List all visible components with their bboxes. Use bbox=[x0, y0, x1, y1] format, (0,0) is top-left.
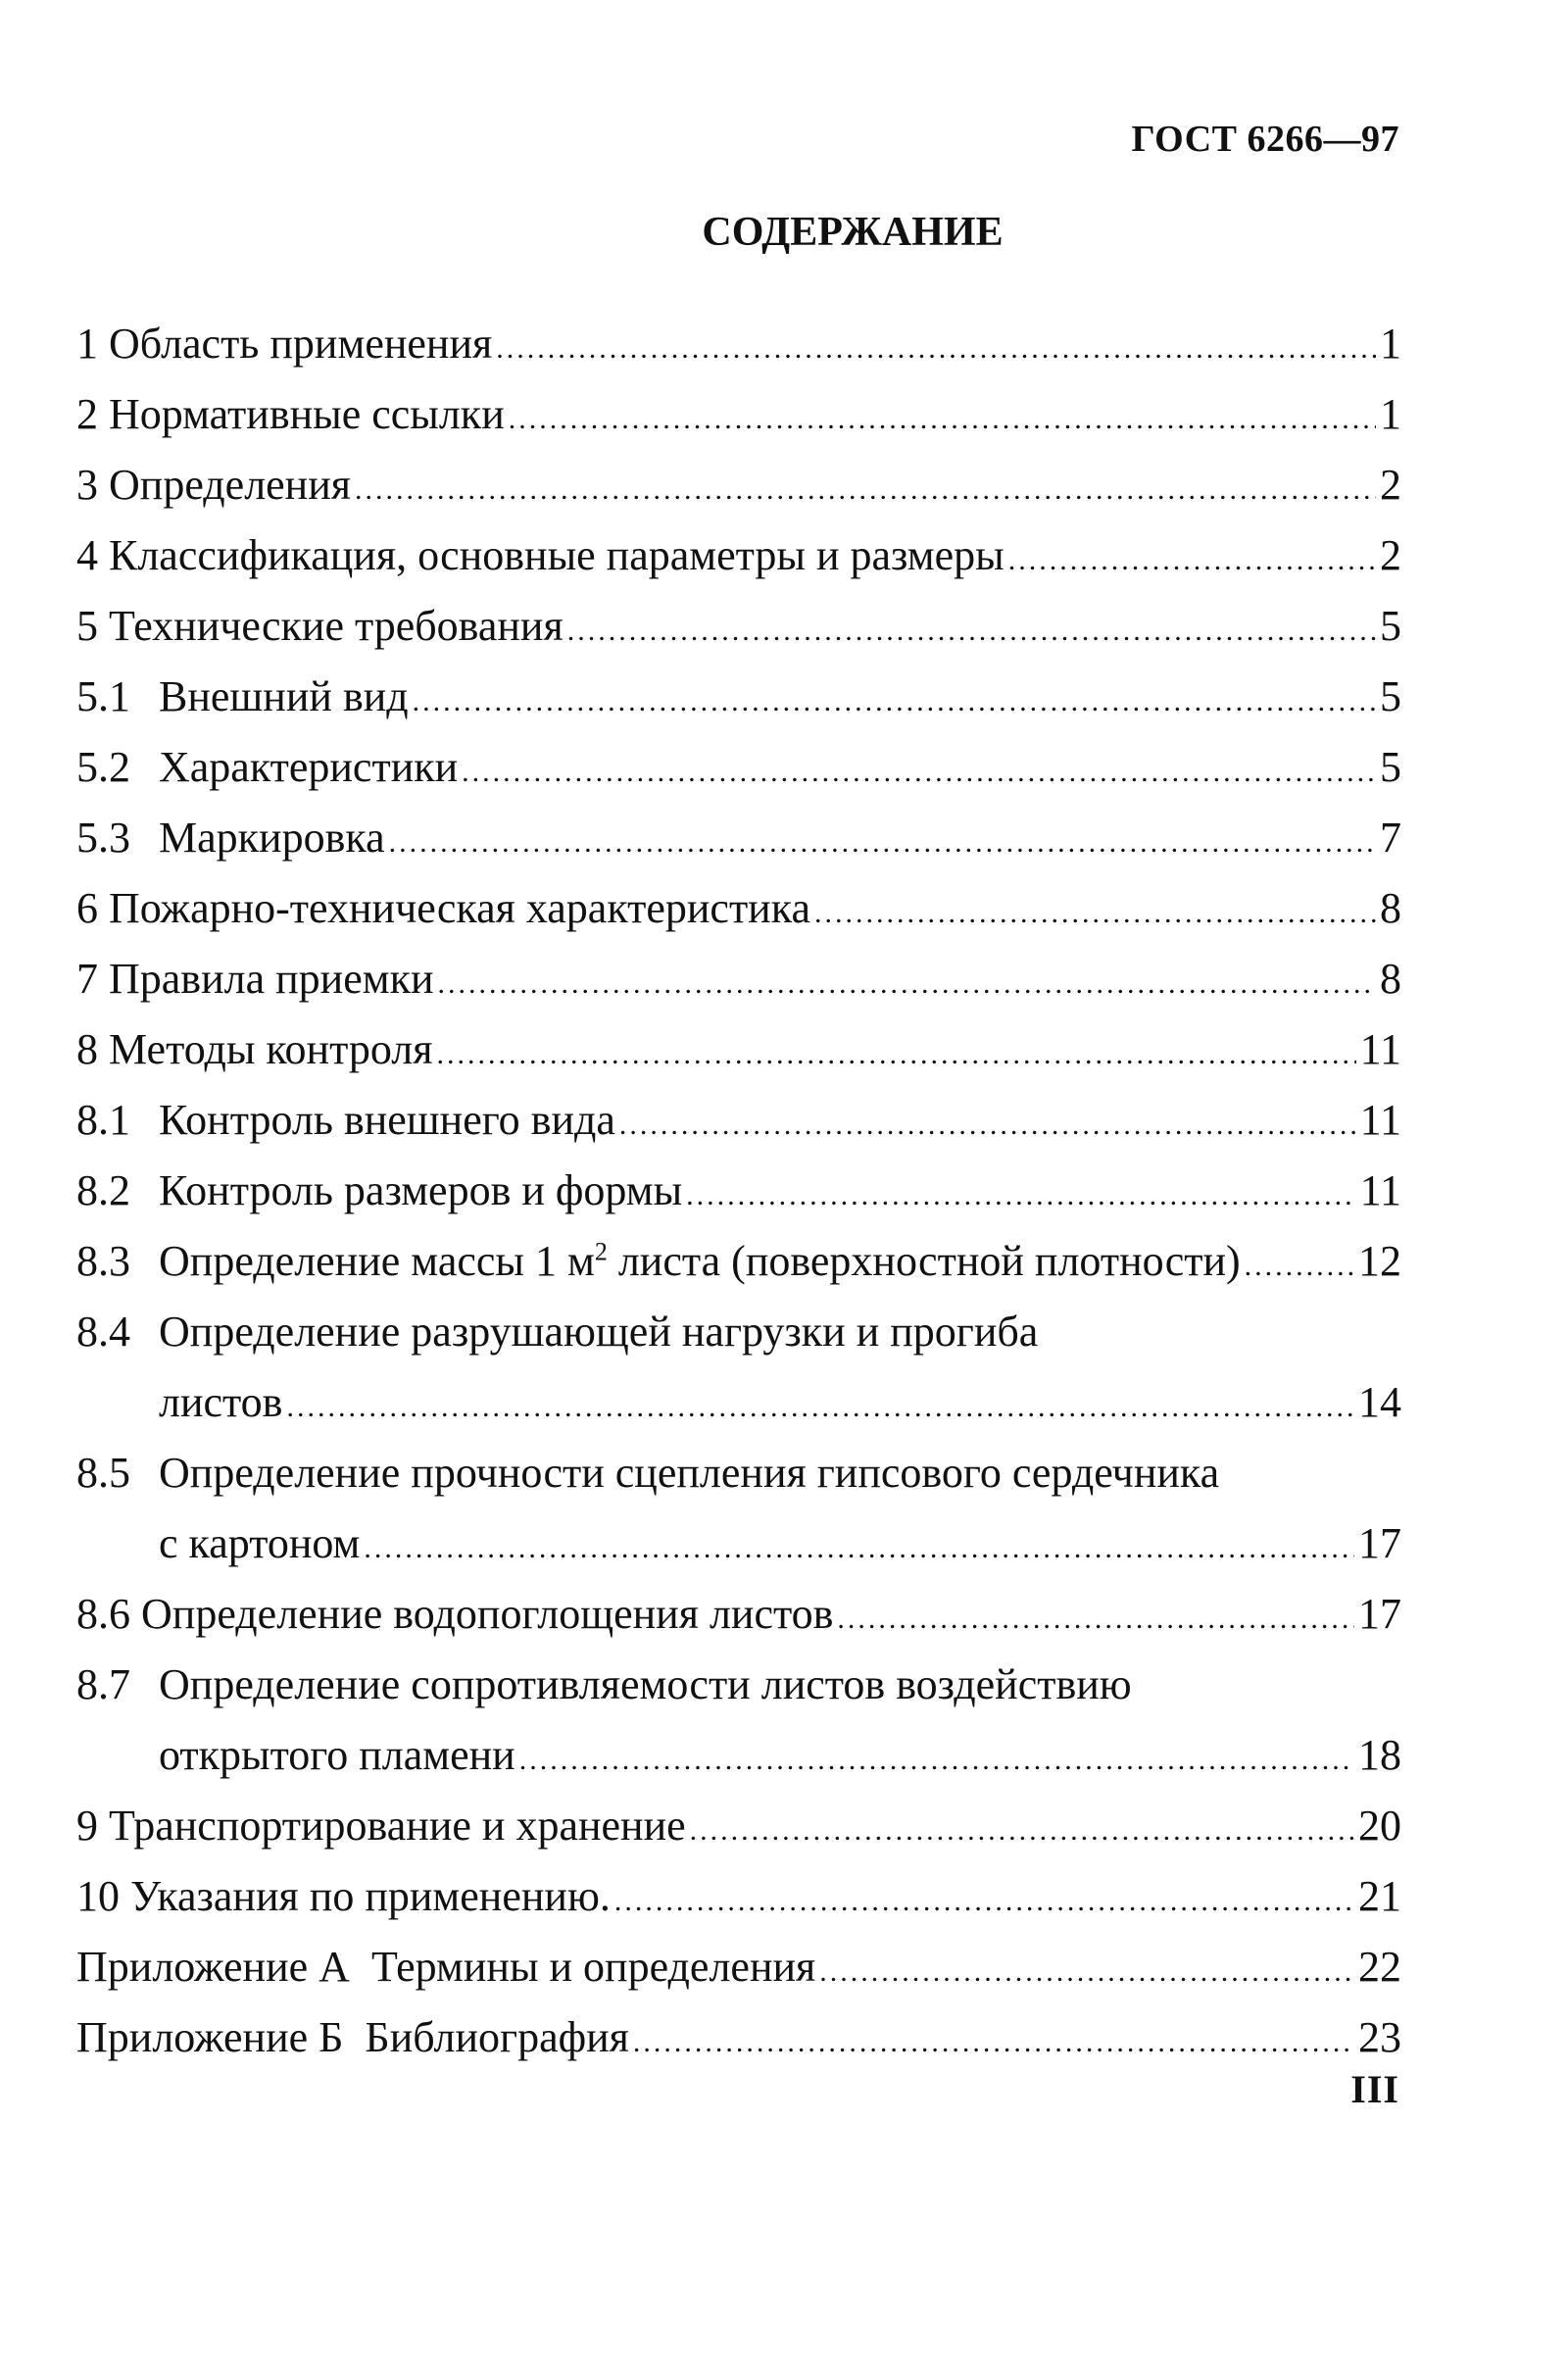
dot-leader bbox=[690, 1796, 1354, 1866]
toc-entry-label: Контроль размеров и формы bbox=[159, 1166, 683, 1214]
toc-entry-number: 10 bbox=[76, 1872, 120, 1920]
toc-entry-page: 12 bbox=[1358, 1237, 1401, 1285]
toc-entry-label: Маркировка bbox=[159, 814, 385, 862]
toc-entry-appendix-b[interactable] bbox=[76, 2002, 1401, 2073]
toc-entry-8-5-continuation[interactable] bbox=[76, 1508, 1401, 1579]
toc-entry-page: 23 bbox=[1358, 2013, 1401, 2061]
toc-entry-label: Определение разрушающей нагрузки и прогиба bbox=[159, 1308, 1039, 1356]
toc-entry-2[interactable] bbox=[76, 379, 1401, 450]
table-of-contents bbox=[76, 309, 1401, 2073]
dot-leader bbox=[837, 1584, 1354, 1654]
toc-entry-number: 8.3 bbox=[76, 1237, 130, 1285]
toc-entry-number: 8.4 bbox=[76, 1308, 130, 1356]
toc-entry-number: 8 bbox=[76, 1025, 98, 1073]
toc-entry-number: 8.5 bbox=[76, 1449, 130, 1497]
toc-entry-label: Библиография bbox=[365, 2013, 629, 2061]
dot-leader bbox=[364, 1513, 1354, 1584]
toc-entry-number: 4 bbox=[76, 531, 98, 579]
toc-entry-page: 5 bbox=[1380, 743, 1401, 791]
toc-entry-number: 8.6 bbox=[76, 1590, 130, 1638]
toc-entry-label: Определение прочности сцепления гипсового сердечника bbox=[159, 1449, 1220, 1497]
toc-entry-page: 7 bbox=[1380, 814, 1401, 862]
toc-entry-8-4-continuation[interactable] bbox=[76, 1367, 1401, 1438]
toc-entry-number: 8.1 bbox=[76, 1096, 130, 1144]
toc-entry-page: 11 bbox=[1359, 1096, 1401, 1144]
toc-entry-7[interactable] bbox=[76, 944, 1401, 1014]
page-number: III bbox=[1350, 2067, 1399, 2111]
toc-entry-6[interactable] bbox=[76, 873, 1401, 944]
toc-entry-number: 5.1 bbox=[76, 672, 130, 720]
toc-entry-5-1[interactable] bbox=[76, 662, 1401, 732]
toc-entry-label-continuation: листов bbox=[159, 1378, 283, 1426]
toc-entry-page: 20 bbox=[1358, 1802, 1401, 1850]
toc-entry-4[interactable] bbox=[76, 520, 1401, 591]
toc-entry-label: Классификация, основные параметры и размеры bbox=[109, 531, 1004, 579]
toc-entry-number: 2 bbox=[76, 390, 98, 438]
toc-entry-number: Приложение А bbox=[76, 1943, 350, 1991]
toc-entry-label: Правила приемки bbox=[109, 955, 434, 1003]
toc-entry-page: 5 bbox=[1380, 602, 1401, 650]
toc-entry-page: 21 bbox=[1358, 1872, 1401, 1920]
toc-entry-9[interactable] bbox=[76, 1791, 1401, 1861]
toc-entry-number: 3 bbox=[76, 461, 98, 509]
toc-entry-label: Определение сопротивляемости листов воздействию bbox=[159, 1660, 1132, 1708]
toc-entry-page: 2 bbox=[1380, 531, 1401, 579]
dot-leader bbox=[413, 667, 1376, 737]
toc-entry-label: Термины и определения bbox=[370, 1943, 816, 1991]
dot-leader bbox=[819, 1937, 1354, 2007]
dot-leader bbox=[509, 384, 1376, 455]
toc-entry-8-6[interactable] bbox=[76, 1579, 1401, 1650]
dot-leader bbox=[462, 737, 1376, 808]
toc-entry-8-5[interactable] bbox=[76, 1438, 1401, 1508]
toc-entry-number: 6 bbox=[76, 884, 98, 932]
toc-entry-10[interactable] bbox=[76, 1861, 1401, 1932]
toc-entry-label: Область применения bbox=[109, 320, 493, 368]
toc-entry-label: Контроль внешнего вида bbox=[159, 1096, 615, 1144]
toc-entry-8-4[interactable] bbox=[76, 1297, 1401, 1367]
toc-entry-label bbox=[159, 1226, 1241, 1297]
toc-entry-page: 1 bbox=[1380, 320, 1401, 368]
toc-entry-label: Определение водопоглощения листов bbox=[141, 1590, 834, 1638]
dot-leader bbox=[686, 1160, 1355, 1231]
toc-entry-label-continuation: открытого пламени bbox=[159, 1731, 515, 1779]
toc-entry-page: 14 bbox=[1358, 1378, 1401, 1426]
dot-leader bbox=[1008, 525, 1376, 596]
toc-entry-8[interactable] bbox=[76, 1014, 1401, 1085]
toc-entry-appendix-a[interactable] bbox=[76, 1932, 1401, 2002]
dot-leader bbox=[633, 2007, 1354, 2078]
dot-leader bbox=[355, 455, 1376, 525]
dot-leader bbox=[567, 596, 1376, 667]
toc-entry-8-3[interactable] bbox=[76, 1226, 1401, 1297]
dot-leader bbox=[286, 1372, 1354, 1443]
toc-entry-1[interactable] bbox=[76, 309, 1401, 379]
toc-entry-page: 8 bbox=[1380, 955, 1401, 1003]
toc-entry-number: 5.2 bbox=[76, 743, 130, 791]
toc-entry-number: 8.2 bbox=[76, 1166, 130, 1214]
toc-entry-label: Указания по применению. bbox=[130, 1872, 611, 1920]
toc-entry-page: 17 bbox=[1358, 1590, 1401, 1638]
toc-entry-page: 8 bbox=[1380, 884, 1401, 932]
toc-entry-label: Определения bbox=[109, 461, 352, 509]
toc-entry-5-3[interactable] bbox=[76, 803, 1401, 873]
toc-entry-page: 22 bbox=[1358, 1943, 1401, 1991]
toc-entry-page: 11 bbox=[1359, 1025, 1401, 1073]
toc-entry-8-7[interactable] bbox=[76, 1650, 1401, 1720]
toc-entry-8-7-continuation[interactable] bbox=[76, 1720, 1401, 1791]
toc-entry-page: 18 bbox=[1358, 1731, 1401, 1779]
toc-entry-label: Пожарно-техническая характеристика bbox=[109, 884, 810, 932]
dot-leader bbox=[519, 1725, 1354, 1796]
dot-leader bbox=[496, 314, 1376, 384]
toc-entry-8-2[interactable] bbox=[76, 1156, 1401, 1226]
page-title: СОДЕРЖАНИЕ bbox=[702, 210, 1004, 255]
toc-entry-number: 8.7 bbox=[76, 1660, 130, 1708]
toc-entry-label: Внешний вид bbox=[159, 672, 409, 720]
toc-entry-label-part: листа (поверхностной плотности) bbox=[607, 1237, 1241, 1285]
toc-entry-number: 7 bbox=[76, 955, 98, 1003]
dot-leader bbox=[438, 949, 1376, 1019]
toc-entry-page: 2 bbox=[1380, 461, 1401, 509]
toc-entry-number: 1 bbox=[76, 320, 98, 368]
toc-entry-page: 1 bbox=[1380, 390, 1401, 438]
toc-entry-label-continuation: с картоном bbox=[159, 1519, 361, 1567]
toc-entry-label: Характеристики bbox=[159, 743, 459, 791]
toc-entry-number: 9 bbox=[76, 1802, 98, 1850]
toc-entry-page: 17 bbox=[1358, 1519, 1401, 1567]
dot-leader bbox=[1245, 1231, 1354, 1302]
dot-leader bbox=[436, 1019, 1355, 1090]
toc-entry-label: Транспортирование и хранение bbox=[109, 1802, 686, 1850]
toc-entry-8-1[interactable] bbox=[76, 1085, 1401, 1156]
toc-entry-5-2[interactable] bbox=[76, 732, 1401, 803]
toc-entry-label-part: Определение массы 1 м bbox=[159, 1237, 595, 1285]
dot-leader bbox=[389, 808, 1376, 878]
toc-entry-number: Приложение Б bbox=[76, 2013, 344, 2061]
toc-entry-page: 11 bbox=[1359, 1166, 1401, 1214]
toc-entry-label: Технические требования bbox=[109, 602, 564, 650]
toc-entry-number: 5 bbox=[76, 602, 98, 650]
toc-entry-3[interactable] bbox=[76, 450, 1401, 520]
dot-leader bbox=[614, 1866, 1354, 1937]
document-code: ГОСТ 6266—97 bbox=[1131, 119, 1399, 160]
toc-entry-label: Нормативные ссылки bbox=[109, 390, 505, 438]
toc-entry-5[interactable] bbox=[76, 591, 1401, 662]
toc-entry-page: 5 bbox=[1380, 672, 1401, 720]
dot-leader bbox=[814, 878, 1376, 949]
superscript-exponent: 2 bbox=[594, 1237, 608, 1266]
dot-leader bbox=[619, 1090, 1356, 1160]
toc-entry-label: Методы контроля bbox=[109, 1025, 433, 1073]
toc-entry-number: 5.3 bbox=[76, 814, 130, 862]
